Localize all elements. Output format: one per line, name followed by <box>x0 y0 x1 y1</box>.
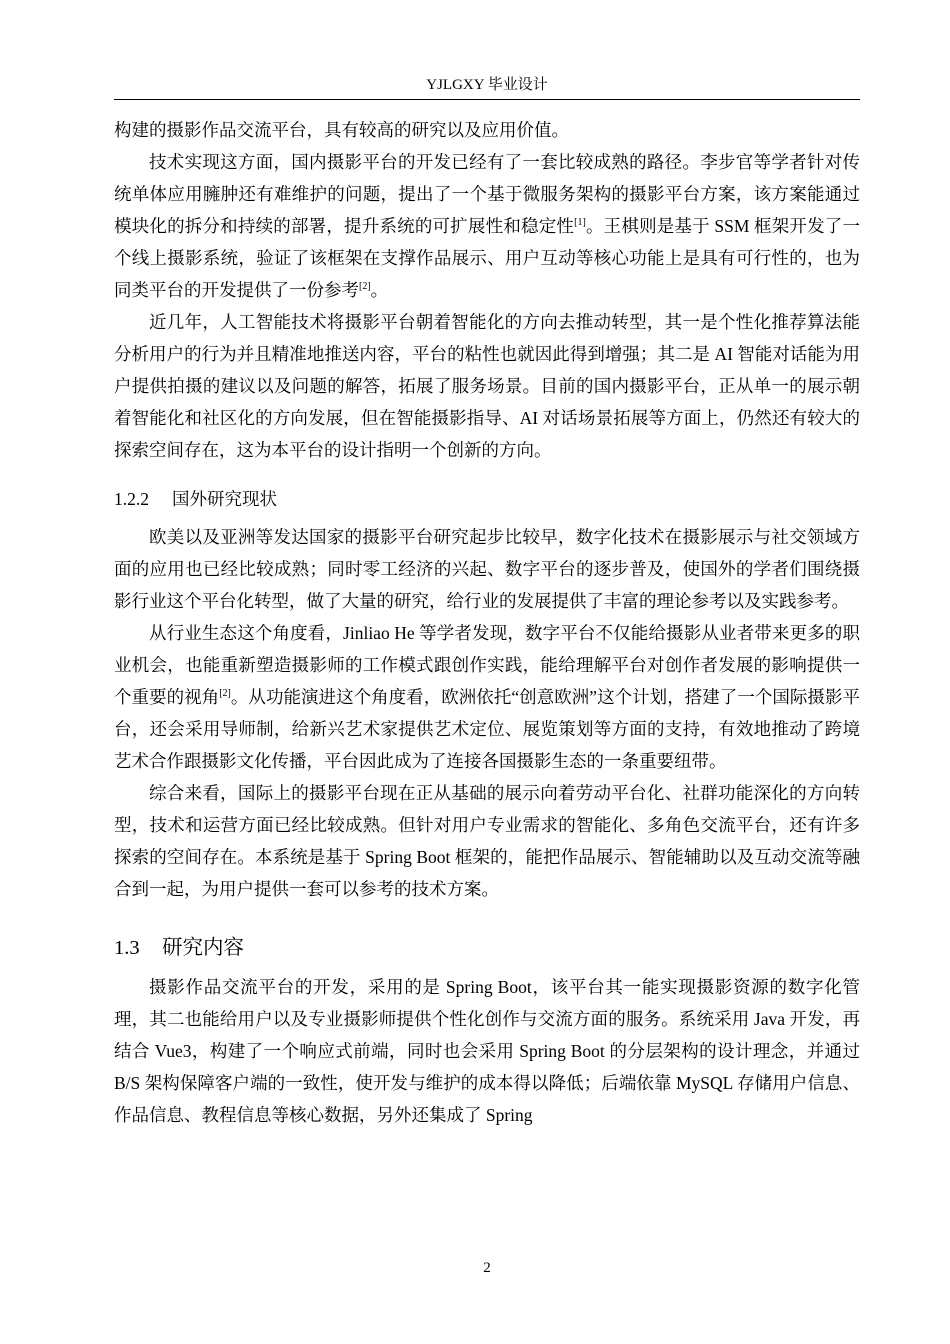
paragraph: 欧美以及亚洲等发达国家的摄影平台研究起步比较早，数字化技术在摄影展示与社交领域方面的应用也已经比较成熟；同时零工经济的兴起、数字平台的逐步普及，使国外的学者们围绕摄影行业这个平台化转型，做了大量的研究，给行业的发展提供了丰富的理论参考以及实践参考。 <box>114 527 860 611</box>
section-title: 国外研究现状 <box>172 490 277 510</box>
paragraph-text: 。王棋则是基于 SSM 框架开发了一个线上摄影系统，验证了该框架在支撑作品展示、用户互动等核心功能上是具有可行性的，也为同类平台的开发提供了一份参考 <box>114 216 861 300</box>
page-header: YJLGXY 毕业设计 <box>426 77 548 93</box>
citation-ref: [1] <box>574 217 586 228</box>
paragraph-text: 。 <box>370 280 389 300</box>
section-number: 1.2.2 <box>114 489 149 509</box>
paragraph: 综合来看，国际上的摄影平台现在正从基础的展示向着劳动平台化、社群功能深化的方向转型，技术和运营方面已经比较成熟。但针对用户专业需求的智能化、多角色交流平台，还有许多探索的空间存在。本系统是基于 Spring Boot 框架的，能把作品展示、智能辅助以及互动交流等融合到一起，为用户提供一套可以参考的技术方案。 <box>114 783 860 899</box>
paragraph <box>114 617 860 777</box>
header-divider <box>114 99 860 100</box>
section-heading-1-2-2 <box>114 483 860 516</box>
paragraph-text: 从行业生态这个角度看，Jinliao He 等学者发现，数字平台不仅能给摄影从业者带来更多的职业机会，也能重新塑造摄影师的工作模式跟创作实践，能给理解平台对创作者发展的影响提供一个重要的视角 <box>114 623 860 707</box>
paragraph: 近几年，人工智能技术将摄影平台朝着智能化的方向去推动转型，其一是个性化推荐算法能分析用户的行为并且精准地推送内容，平台的粘性也就因此得到增强；其二是 AI 智能对话能为用户提供拍摄的建议以及问题的解答，拓展了服务场景。目前的国内摄影平台，正从单一的展示朝着智能化和社区化的方向发展，但在智能摄影指导、AI 对话场景拓展等方面上，仍然还有较大的探索空间存在，这为本平台的设计指明一个创新的方向。 <box>114 312 860 460</box>
section-number: 1.3 <box>114 937 140 959</box>
paragraph-text: 。从功能演进这个角度看，欧洲依托“创意欧洲”这个计划，搭建了一个国际摄影平台，还会采用导师制，给新兴艺术家提供艺术定位、展览策划等方面的支持，有效地推动了跨境艺术合作跟摄影文化传播，平台因此成为了连接各国摄影生态的一条重要纽带。 <box>114 687 860 771</box>
citation-ref: [2] <box>219 688 231 699</box>
section-title: 研究内容 <box>162 935 244 959</box>
section-heading-1-3 <box>114 931 860 964</box>
paragraph: 摄影作品交流平台的开发，采用的是 Spring Boot，该平台其一能实现摄影资源的数字化管理，其二也能给用户以及专业摄影师提供个性化创作与交流方面的服务。系统采用 Java 开发，再结合 Vue3，构建了一个响应式前端，同时也会采用 Spring Boot 的分层架构的设计理念，并通过 B/S 架构保障客户端的一致性，使开发与维护的成本得以降低；后端依靠 MySQL 存储用户信息、作品信息、教程信息等核心数据，另外还集成了 Spring <box>114 977 860 1125</box>
paragraph <box>114 146 860 306</box>
paragraph: 构建的摄影作品交流平台，具有较高的研究以及应用价值。 <box>114 120 569 140</box>
page-body <box>114 114 860 1131</box>
page-number: 2 <box>483 1260 491 1276</box>
paragraph-text: 技术实现这方面，国内摄影平台的开发已经有了一套比较成熟的路径。李步官等学者针对传统单体应用臃肿还有难维护的问题，提出了一个基于微服务架构的摄影平台方案，该方案能通过模块化的拆分和持续的部署，提升系统的可扩展性和稳定性 <box>114 152 860 236</box>
citation-ref: [2] <box>359 281 371 292</box>
